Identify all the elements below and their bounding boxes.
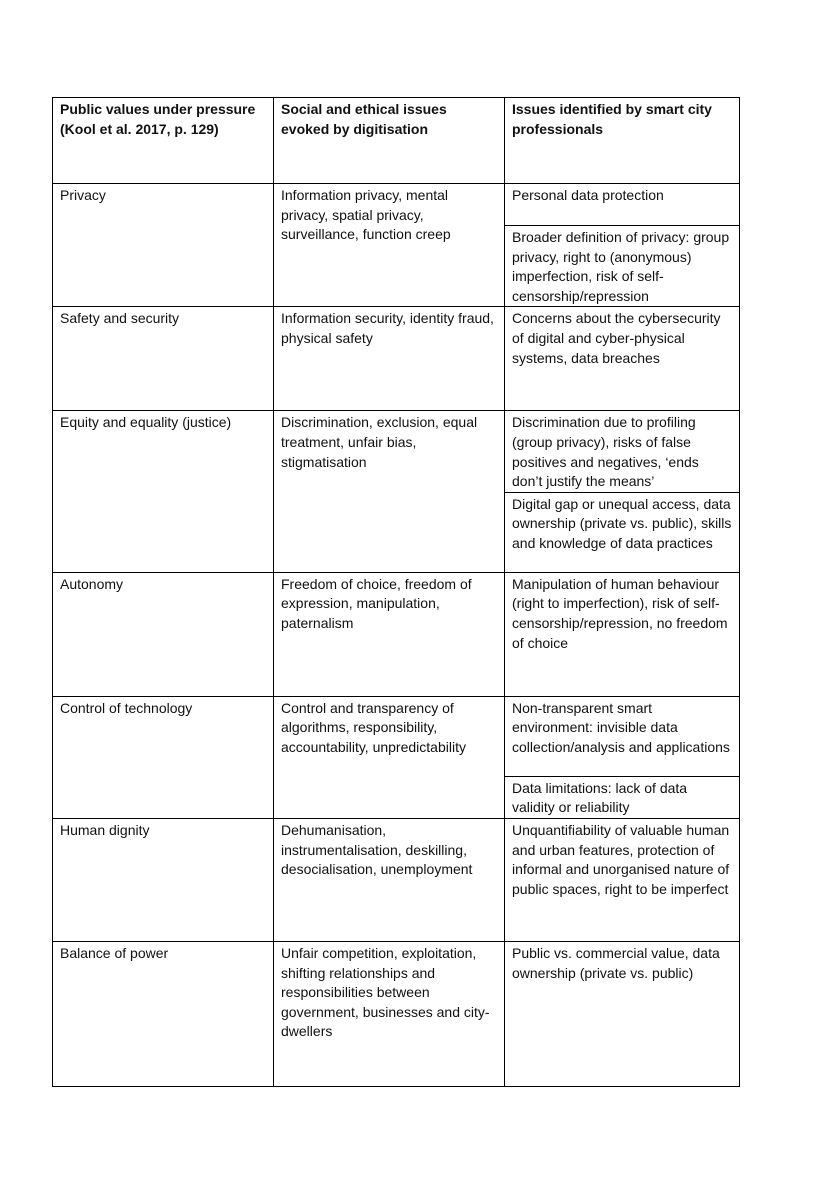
- table-row: [53, 411, 740, 492]
- professional-issue-cell: Digital gap or unequal access, data ownership (private vs. public), skills and knowledge of data practices: [505, 492, 740, 572]
- public-value-cell: Human dignity: [53, 818, 274, 941]
- table-row: [53, 572, 740, 696]
- public-values-table: [52, 97, 740, 1087]
- professional-issue-cell: Concerns about the cybersecurity of digital and cyber-physical systems, data breaches: [505, 307, 740, 411]
- public-value-cell: Autonomy: [53, 572, 274, 696]
- table-row: [53, 941, 740, 1086]
- professional-issue-cell: Data limitations: lack of data validity or reliability: [505, 776, 740, 818]
- public-value-cell: Balance of power: [53, 941, 274, 1086]
- table-row: [53, 818, 740, 941]
- professional-issue-cell: Broader definition of privacy: group privacy, right to (anonymous) imperfection, risk of self-censorship/repression: [505, 226, 740, 307]
- social-issues-cell: Information security, identity fraud, physical safety: [274, 307, 505, 411]
- header-social-ethical-issues: Social and ethical issues evoked by digitisation: [274, 98, 505, 184]
- social-issues-cell: Unfair competition, exploitation, shifting relationships and responsibilities between government, businesses and city-dwellers: [274, 941, 505, 1086]
- professional-issue-cell: Discrimination due to profiling (group privacy), risks of false positives and negatives, ‘ends don’t justify the means’: [505, 411, 740, 492]
- professional-issue-cell: Unquantifiability of valuable human and urban features, protection of informal and unorganised nature of public spaces, right to be imperfect: [505, 818, 740, 941]
- social-issues-cell: Discrimination, exclusion, equal treatment, unfair bias, stigmatisation: [274, 411, 505, 572]
- table-row: [53, 307, 740, 411]
- public-value-cell: Control of technology: [53, 696, 274, 818]
- table-row: [53, 696, 740, 776]
- professional-issue-cell: Public vs. commercial value, data ownership (private vs. public): [505, 941, 740, 1086]
- header-public-values: Public values under pressure (Kool et al. 2017, p. 129): [53, 98, 274, 184]
- professional-issue-cell: Manipulation of human behaviour (right to imperfection), risk of self-censorship/repression, no freedom of choice: [505, 572, 740, 696]
- professional-issue-cell: Personal data protection: [505, 184, 740, 226]
- public-value-cell: Equity and equality (justice): [53, 411, 274, 572]
- public-value-cell: Safety and security: [53, 307, 274, 411]
- professional-issue-cell: Non-transparent smart environment: invisible data collection/analysis and applications: [505, 696, 740, 776]
- table-row: [53, 184, 740, 226]
- social-issues-cell: Freedom of choice, freedom of expression, manipulation, paternalism: [274, 572, 505, 696]
- social-issues-cell: Control and transparency of algorithms, responsibility, accountability, unpredictability: [274, 696, 505, 818]
- table-header-row: [53, 98, 740, 184]
- public-value-cell: Privacy: [53, 184, 274, 307]
- header-professional-issues: Issues identified by smart city professionals: [505, 98, 740, 184]
- social-issues-cell: Dehumanisation, instrumentalisation, deskilling, desocialisation, unemployment: [274, 818, 505, 941]
- social-issues-cell: Information privacy, mental privacy, spatial privacy, surveillance, function creep: [274, 184, 505, 307]
